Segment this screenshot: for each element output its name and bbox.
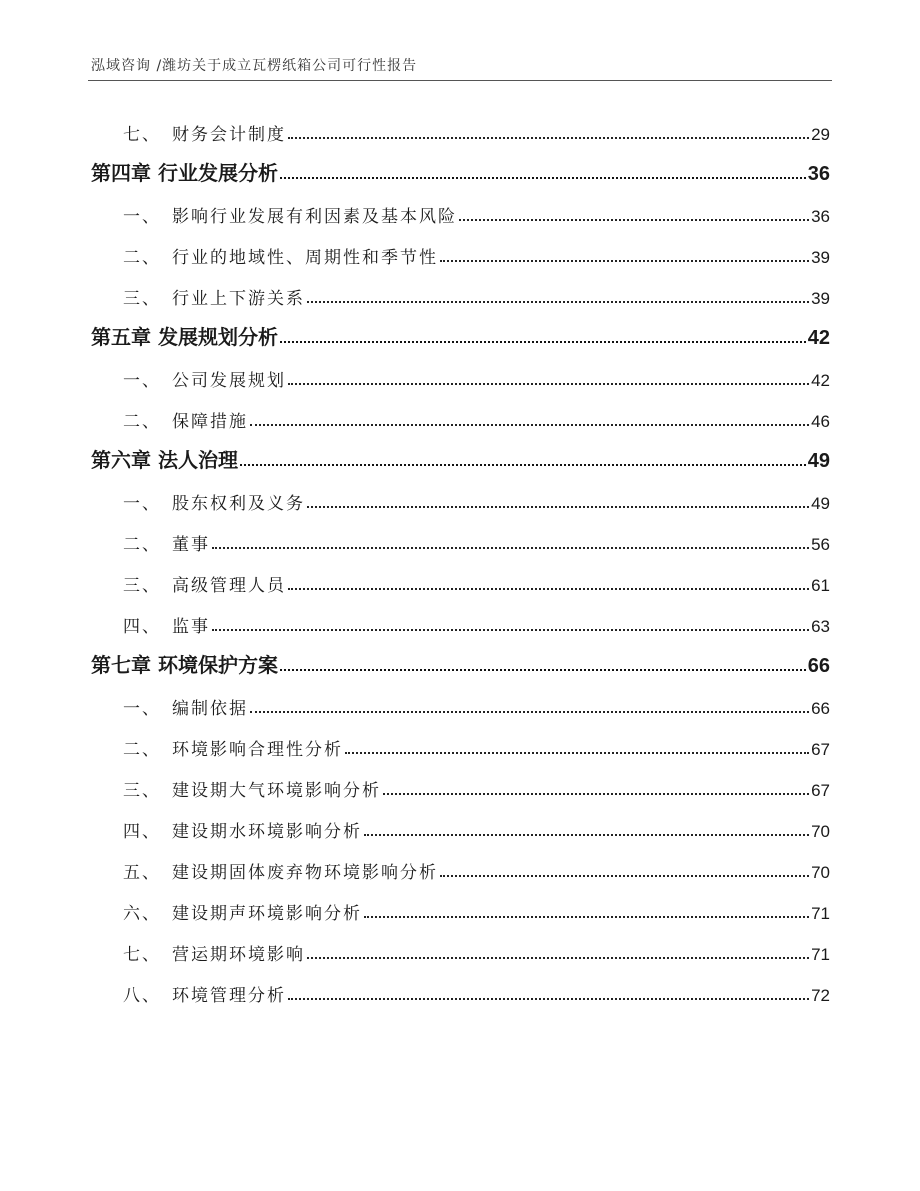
dot-leader (459, 219, 809, 221)
toc-entry-text: 董事 (172, 535, 210, 555)
toc-entry-text: 行业的地域性、周期性和季节性 (172, 248, 438, 268)
toc-page-number: 67 (811, 740, 830, 759)
toc-entry-title (123, 407, 248, 432)
toc-entry-number: 四、 (123, 617, 161, 637)
toc-section-entry[interactable] (91, 771, 830, 801)
toc-chapter-entry[interactable] (91, 443, 830, 473)
toc-page-number: 70 (811, 863, 830, 882)
toc-entry-number: 三、 (123, 289, 161, 309)
toc-page-number: 46 (811, 412, 830, 431)
toc-entry-number: 三、 (123, 781, 161, 801)
toc-entry-title (123, 981, 286, 1006)
toc-entry-text: 环境管理分析 (172, 986, 286, 1006)
toc-page-number: 29 (811, 125, 830, 144)
toc-section-entry[interactable] (91, 566, 830, 596)
dot-leader (307, 301, 809, 303)
toc-entry-number: 七、 (123, 125, 161, 145)
toc-entry-number: 二、 (123, 535, 161, 555)
toc-entry-title (123, 735, 343, 760)
toc-entry-number: 一、 (123, 371, 161, 391)
toc-entry-text: 建设期固体废弃物环境影响分析 (172, 863, 438, 883)
toc-entry-number: 六、 (123, 904, 161, 924)
toc-entry-text: 高级管理人员 (172, 576, 286, 596)
toc-section-entry[interactable] (91, 812, 830, 842)
toc-entry-number: 八、 (123, 986, 161, 1006)
toc-section-entry[interactable] (91, 525, 830, 555)
toc-entry-title (123, 120, 286, 145)
dot-leader (280, 669, 806, 671)
toc-entry-number: 一、 (123, 699, 161, 719)
dot-leader (212, 547, 809, 549)
toc-entry-text: 建设期声环境影响分析 (172, 904, 362, 924)
toc-entry-text: 公司发展规划 (172, 371, 286, 391)
dot-leader (440, 875, 809, 877)
toc-entry-number: 七、 (123, 945, 161, 965)
toc-entry-title (123, 202, 457, 227)
toc-page-number: 66 (811, 699, 830, 718)
toc-entry-title (123, 817, 362, 842)
toc-entry-text: 影响行业发展有利因素及基本风险 (172, 207, 457, 227)
toc-section-entry[interactable] (91, 853, 830, 883)
toc-section-entry[interactable] (91, 935, 830, 965)
toc-section-entry[interactable] (91, 279, 830, 309)
toc-page-number: 71 (811, 945, 830, 964)
dot-leader (383, 793, 809, 795)
toc-page-number: 72 (811, 986, 830, 1005)
toc-entry-title (123, 284, 305, 309)
toc-entry-number: 二、 (123, 740, 161, 760)
toc-entry-text: 行业上下游关系 (172, 289, 305, 309)
toc-page-number: 66 (807, 655, 830, 677)
toc-entry-text: 建设期大气环境影响分析 (172, 781, 381, 801)
toc-page-number: 36 (807, 163, 830, 185)
toc-entry-title (123, 776, 381, 801)
toc-section-entry[interactable] (91, 894, 830, 924)
dot-leader (364, 916, 809, 918)
toc-chapter-entry[interactable] (91, 156, 830, 186)
toc-entry-title: 第六章 法人治理 (91, 444, 238, 473)
toc-section-entry[interactable] (91, 361, 830, 391)
toc-entry-title: 第七章 环境保护方案 (91, 649, 278, 678)
dot-leader (280, 177, 806, 179)
running-header: 泓域咨询 /潍坊关于成立瓦楞纸箱公司可行性报告 (91, 58, 418, 74)
dot-leader (345, 752, 809, 754)
toc-entry-title: 第五章 发展规划分析 (91, 321, 278, 350)
dot-leader (364, 834, 809, 836)
toc-entry-title (123, 858, 438, 883)
toc-page-number: 36 (811, 207, 830, 226)
toc-entry-title (123, 940, 305, 965)
dot-leader (250, 711, 809, 713)
toc-entry-title (123, 243, 438, 268)
table-of-contents (91, 115, 830, 1017)
dot-leader (288, 383, 809, 385)
toc-entry-number: 一、 (123, 494, 161, 514)
toc-chapter-entry[interactable] (91, 320, 830, 350)
toc-section-entry[interactable] (91, 689, 830, 719)
dot-leader (250, 424, 809, 426)
dot-leader (280, 341, 806, 343)
toc-entry-number: 二、 (123, 248, 161, 268)
toc-page-number: 63 (811, 617, 830, 636)
toc-entry-number: 三、 (123, 576, 161, 596)
toc-entry-text: 股东权利及义务 (172, 494, 305, 514)
toc-page-number: 70 (811, 822, 830, 841)
toc-page-number: 39 (811, 248, 830, 267)
toc-section-entry[interactable] (91, 976, 830, 1006)
toc-entry-text: 营运期环境影响 (172, 945, 305, 965)
toc-page-number: 67 (811, 781, 830, 800)
dot-leader (307, 506, 809, 508)
dot-leader (212, 629, 809, 631)
toc-entry-text: 环境影响合理性分析 (172, 740, 343, 760)
toc-entry-title (123, 530, 210, 555)
toc-entry-title (123, 899, 362, 924)
toc-page-number: 42 (811, 371, 830, 390)
toc-section-entry[interactable] (91, 402, 830, 432)
toc-section-entry[interactable] (91, 238, 830, 268)
toc-page-number: 71 (811, 904, 830, 923)
toc-entry-number: 二、 (123, 412, 161, 432)
toc-entry-title (123, 489, 305, 514)
toc-entry-text: 监事 (172, 617, 210, 637)
toc-entry-title (123, 366, 286, 391)
toc-entry-number: 四、 (123, 822, 161, 842)
toc-page-number: 39 (811, 289, 830, 308)
toc-entry-title (123, 571, 286, 596)
toc-entry-number: 五、 (123, 863, 161, 883)
toc-entry-title: 第四章 行业发展分析 (91, 157, 278, 186)
toc-entry-title (123, 612, 210, 637)
toc-entry-text: 财务会计制度 (172, 125, 286, 145)
toc-section-entry[interactable] (91, 730, 830, 760)
toc-chapter-entry[interactable] (91, 648, 830, 678)
toc-section-entry[interactable] (91, 115, 830, 145)
toc-section-entry[interactable] (91, 484, 830, 514)
dot-leader (288, 137, 809, 139)
toc-section-entry[interactable] (91, 607, 830, 637)
dot-leader (440, 260, 809, 262)
toc-section-entry[interactable] (91, 197, 830, 227)
toc-page-number: 61 (811, 576, 830, 595)
toc-entry-text: 编制依据 (172, 699, 248, 719)
toc-page-number: 49 (807, 450, 830, 472)
dot-leader (288, 998, 809, 1000)
dot-leader (288, 588, 809, 590)
toc-page-number: 56 (811, 535, 830, 554)
toc-entry-number: 一、 (123, 207, 161, 227)
dot-leader (307, 957, 809, 959)
dot-leader (240, 464, 806, 466)
toc-page-number: 49 (811, 494, 830, 513)
toc-entry-text: 建设期水环境影响分析 (172, 822, 362, 842)
toc-entry-title (123, 694, 248, 719)
toc-page-number: 42 (807, 327, 830, 349)
toc-entry-text: 保障措施 (172, 412, 248, 432)
header-divider (88, 80, 832, 81)
